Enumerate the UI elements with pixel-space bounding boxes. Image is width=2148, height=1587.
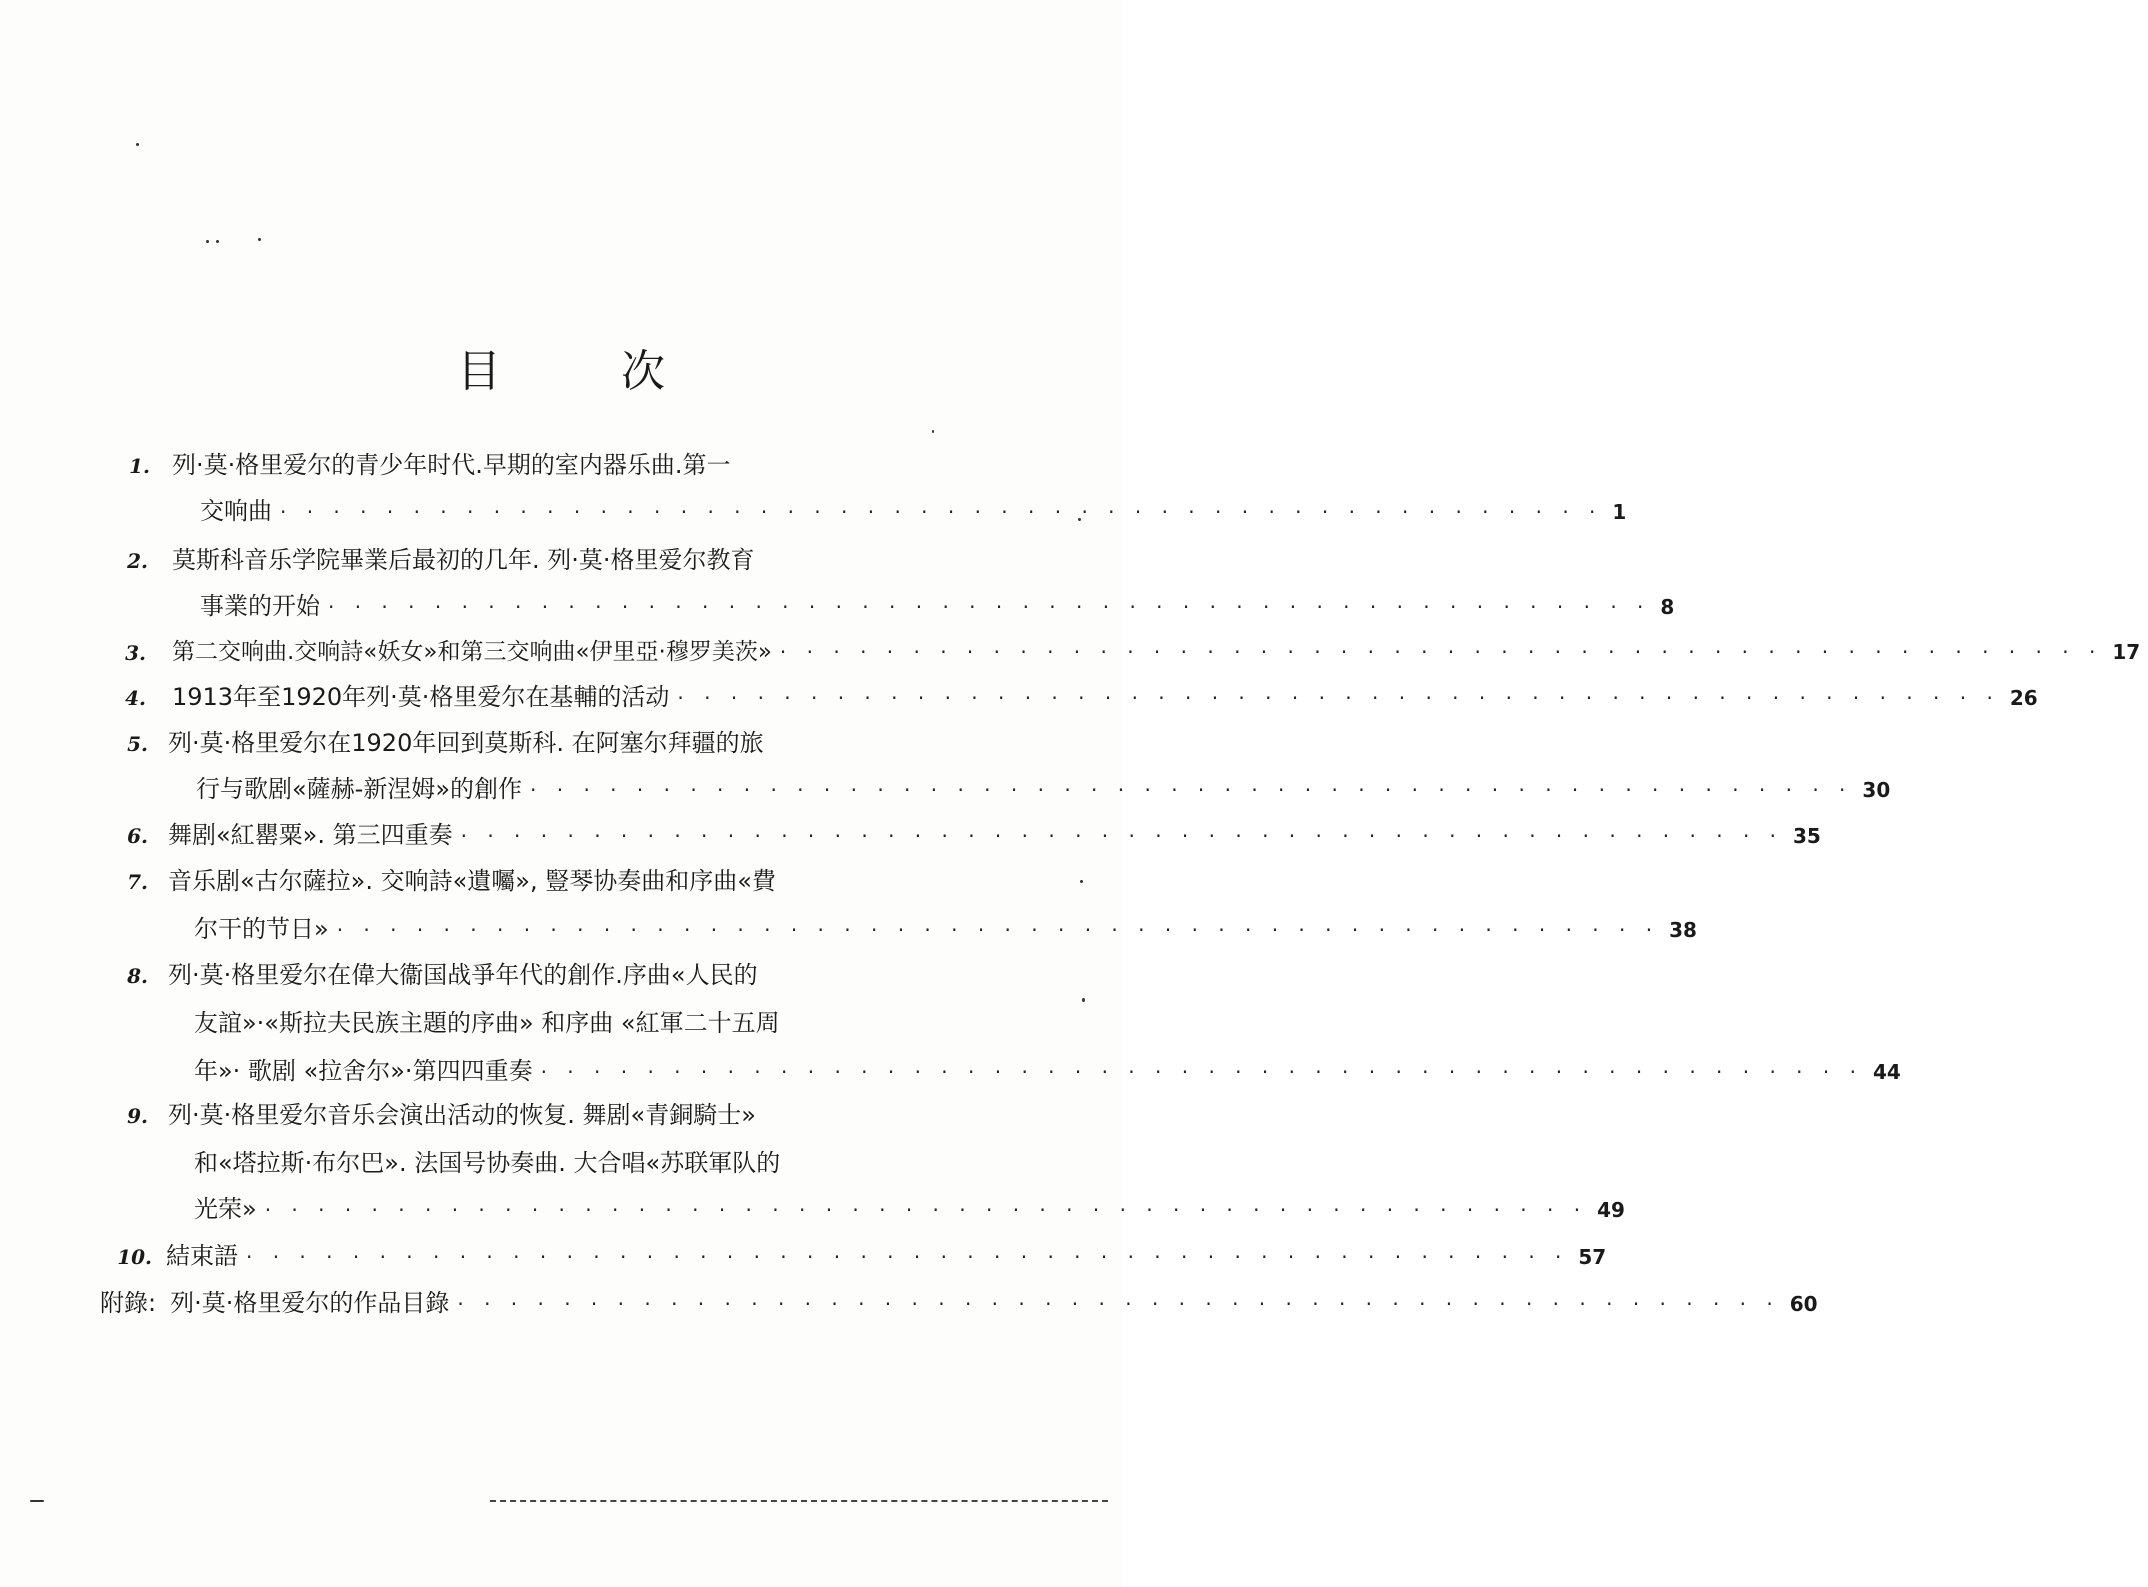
scan-speck <box>1082 998 1085 1002</box>
dot-leader: · · · · · · · · · · · · · · · · · · · · · · · · · · · · · · · · · · · · · · · · · · · · · · · · · · <box>336 918 1660 942</box>
page-number: 8 <box>1660 595 1675 619</box>
dot-leader: · · · · · · · · · · · · · · · · · · · · · · · · · · · · · · · · · · · · · · · · · · · · · · · · · · <box>246 1245 1569 1269</box>
dot-leader: · · · · · · · · · · · · · · · · · · · · · · · · · · · · · · · · · · · · · · · · · · · · · · · · · · <box>460 824 1784 848</box>
entry-line: 舞剧«紅罌粟». 第三四重奏 <box>168 821 453 849</box>
entry-number: 6. <box>127 824 148 848</box>
title-char-left: 目 <box>457 346 501 397</box>
entry-line: 事業的开始 <box>200 592 320 620</box>
entry-line: 光荣» <box>194 1195 257 1223</box>
entry-last-line <box>200 591 1675 622</box>
entry-line: 結束語 <box>166 1242 238 1270</box>
entry-number: 5. <box>127 732 148 756</box>
entry-line: 第二交响曲.交响詩«妖女»和第三交响曲«伊里亞·穆罗美茨» <box>172 639 772 665</box>
entry-line: 列·莫·格里爱尔在偉大衞国战爭年代的創作.序曲«人民的 <box>168 961 758 989</box>
page-number: 38 <box>1669 918 1697 942</box>
entry-line: 莫斯科音乐学院畢業后最初的几年. 列·莫·格里爱尔教育 <box>172 546 755 574</box>
dot-leader: · · · · · · · · · · · · · · · · · · · · · · · · · · · · · · · · · · · · · · · · · · · · · · · · · · <box>328 595 1651 619</box>
scan-speck <box>136 143 139 146</box>
scan-edge-line <box>490 1500 1108 1502</box>
entry-last-line <box>194 1056 1901 1087</box>
entry-line: 列·莫·格里爱尔在1920年回到莫斯科. 在阿塞尔拜疆的旅 <box>168 729 764 757</box>
entry-last-line <box>100 1288 1818 1319</box>
entry-last-line <box>166 1241 1607 1272</box>
title-char-right: 次 <box>621 346 665 397</box>
entry-line: 年»· 歌剧 «拉舍尔»·第四四重奏 <box>194 1057 533 1085</box>
page-number: 49 <box>1597 1198 1625 1222</box>
entry-line: 列·莫·格里爱尔的青少年时代.早期的室内器乐曲.第一 <box>172 451 731 479</box>
entry-number: 1. <box>129 454 150 478</box>
entry-last-line <box>168 820 1821 851</box>
dot-leader: · · · · · · · · · · · · · · · · · · · · · · · · · · · · · · · · · · · · · · · · · · · · · · · · · · <box>264 1198 1588 1222</box>
entry-last-line <box>194 1194 1625 1225</box>
page-number: 35 <box>1793 824 1821 848</box>
page-number: 30 <box>1862 778 1891 802</box>
entry-number: 2. <box>127 549 148 573</box>
entry-line: 友誼»·«斯拉夫民族主題的序曲» 和序曲 «紅軍二十五周 <box>194 1009 780 1037</box>
page-number: 17 <box>2112 640 2141 664</box>
entry-line: 和«塔拉斯·布尔巴». 法国号协奏曲. 大合唱«苏联軍队的 <box>194 1149 781 1177</box>
entry-last-line <box>172 682 2038 713</box>
entry-line: 列·莫·格里爱尔音乐会演出活动的恢复. 舞剧«青銅騎士» <box>168 1101 756 1129</box>
entry-line: 1913年至1920年列·莫·格里爱尔在基輔的活动 <box>172 683 670 711</box>
page-number: 57 <box>1578 1245 1607 1269</box>
entry-number: 8. <box>127 964 148 988</box>
entry-number: 7. <box>127 870 148 894</box>
entry-line: 行与歌剧«薩赫-新涅姆»的創作 <box>196 775 523 803</box>
page-number: 1 <box>1612 500 1627 524</box>
entry-line: 交响曲 <box>200 497 272 525</box>
dot-leader: · · · · · · · · · · · · · · · · · · · · · · · · · · · · · · · · · · · · · · · · · · · · · · · · · · <box>280 500 1603 524</box>
scan-speck <box>258 238 261 241</box>
appendix-label: 附錄: <box>100 1289 157 1317</box>
scan-speck <box>206 240 209 243</box>
entry-number: 9. <box>127 1104 148 1128</box>
scan-speck <box>932 430 934 433</box>
scan-speck <box>30 1500 44 1502</box>
entry-last-line <box>194 914 1697 945</box>
scan-speck <box>216 240 219 243</box>
entry-line: 尔干的节日» <box>194 915 329 943</box>
page-number: 26 <box>2009 686 2038 710</box>
entry-number: 3. <box>125 641 146 665</box>
page-number: 44 <box>1872 1060 1901 1084</box>
dot-leader: · · · · · · · · · · · · · · · · · · · · · · · · · · · · · · · · · · · · · · · · · · · · · · · · · · <box>457 1292 1780 1316</box>
dot-leader: · · · · · · · · · · · · · · · · · · · · · · · · · · · · · · · · · · · · · · · · · · · · · · · · · · <box>540 1060 1863 1084</box>
entry-last-line <box>172 637 2141 667</box>
dot-leader: · · · · · · · · · · · · · · · · · · · · · · · · · · · · · · · · · · · · · · · · · · · · · · · · · · <box>530 778 1853 802</box>
dot-leader: · · · · · · · · · · · · · · · · · · · · · · · · · · · · · · · · · · · · · · · · · · · · · · · · · · <box>677 686 2000 710</box>
scan-speck <box>1080 880 1083 883</box>
dot-leader: · · · · · · · · · · · · · · · · · · · · · · · · · · · · · · · · · · · · · · · · · · · · · · · · · · <box>779 640 2103 664</box>
page-number: 60 <box>1789 1292 1818 1316</box>
entry-line: 音乐剧«古尔薩拉». 交响詩«遺囑», 豎琴协奏曲和序曲«費 <box>168 867 776 895</box>
entry-last-line <box>196 774 1891 805</box>
page-title <box>0 335 1122 399</box>
entry-last-line <box>200 496 1627 527</box>
entry-number: 10. <box>117 1245 152 1269</box>
entry-line: 列·莫·格里爱尔的作品目錄 <box>170 1289 450 1317</box>
entry-number: 4. <box>125 686 146 710</box>
